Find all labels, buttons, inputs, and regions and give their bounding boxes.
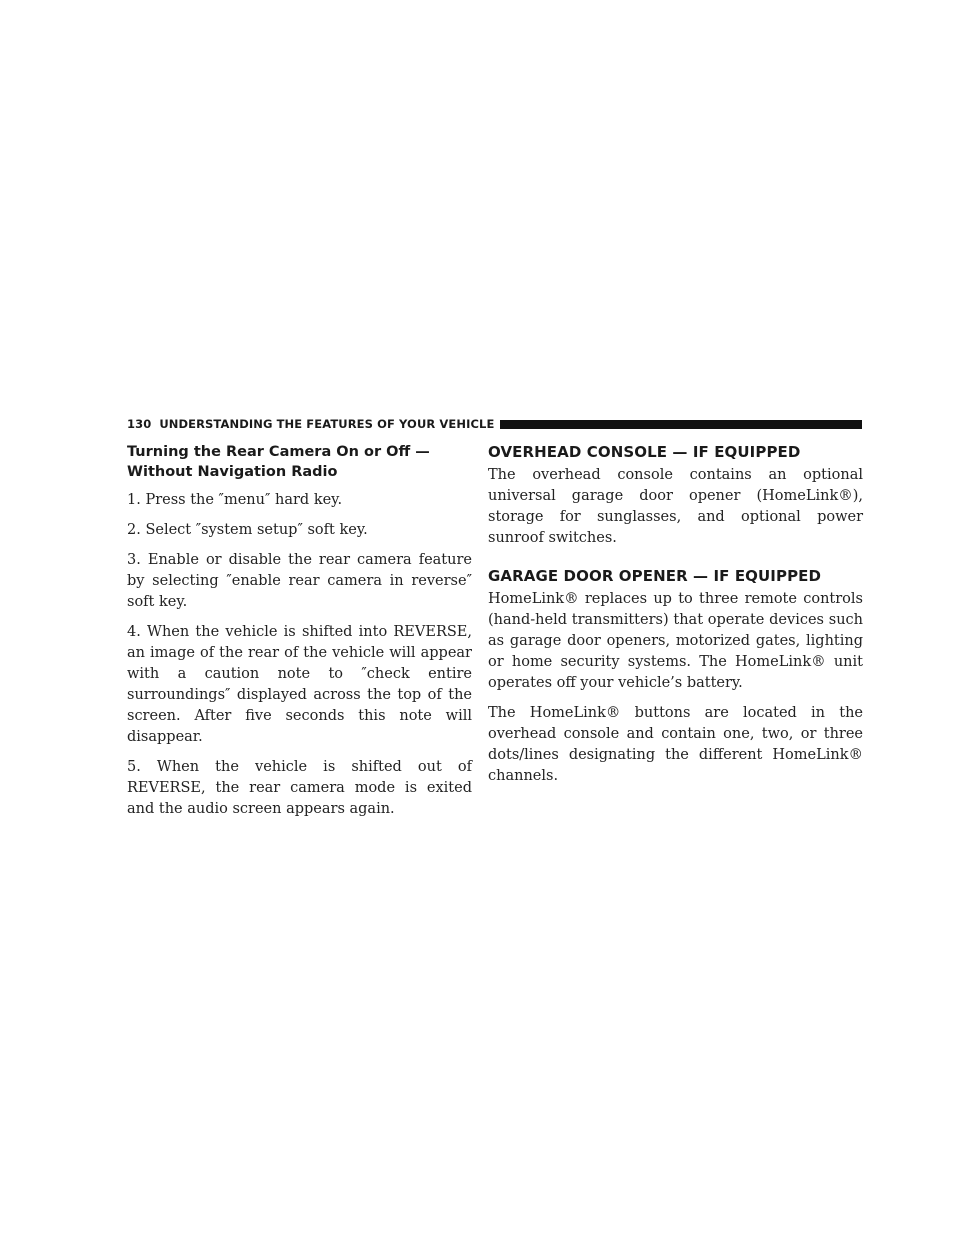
step-2: 2. Select ″system setup″ soft key. bbox=[127, 522, 368, 538]
garage-door-heading: GARAGE DOOR OPENER — IF EQUIPPED bbox=[488, 567, 822, 585]
right-column bbox=[488, 442, 863, 796]
step-4: 4. When the vehicle is shifted into REVERSE, an image of the rear of the vehicle will appear with a caution note to ″check entire surroundings″ displayed across the top of the screen. After five seconds this note will disappear. bbox=[127, 624, 472, 745]
step-3: 3. Enable or disable the rear camera feature by selecting ″enable rear camera in reverse″ soft key. bbox=[127, 552, 472, 610]
overhead-console-heading: OVERHEAD CONSOLE — IF EQUIPPED bbox=[488, 443, 801, 461]
chapter-title: UNDERSTANDING THE FEATURES OF YOUR VEHICLE bbox=[159, 417, 495, 431]
step-1: 1. Press the ″menu″ hard key. bbox=[127, 492, 343, 508]
step-5: 5. When the vehicle is shifted out of REVERSE, the rear camera mode is exited and the audio screen appears again. bbox=[127, 759, 472, 817]
rear-camera-heading: Turning the Rear Camera On or Off — Without Navigation Radio bbox=[127, 444, 430, 480]
page-number: 130 bbox=[127, 417, 152, 431]
page-header bbox=[127, 415, 862, 433]
overhead-console-text: The overhead console contains an optional universal garage door opener (HomeLink®), storage for sunglasses, and optional power sunroof switches. bbox=[488, 467, 863, 546]
garage-door-paragraph-2: The HomeLink® buttons are located in the overhead console and contain one, two, or three dots/lines designating the different HomeLink® channels. bbox=[488, 705, 863, 784]
garage-door-paragraph-1: HomeLink® replaces up to three remote controls (hand-held transmitters) that operate devices such as garage door openers, motorized gates, lighting or home security systems. The HomeLink® unit operates off your vehicle’s battery. bbox=[488, 591, 863, 691]
header-rule bbox=[500, 420, 862, 429]
left-column bbox=[127, 442, 472, 829]
